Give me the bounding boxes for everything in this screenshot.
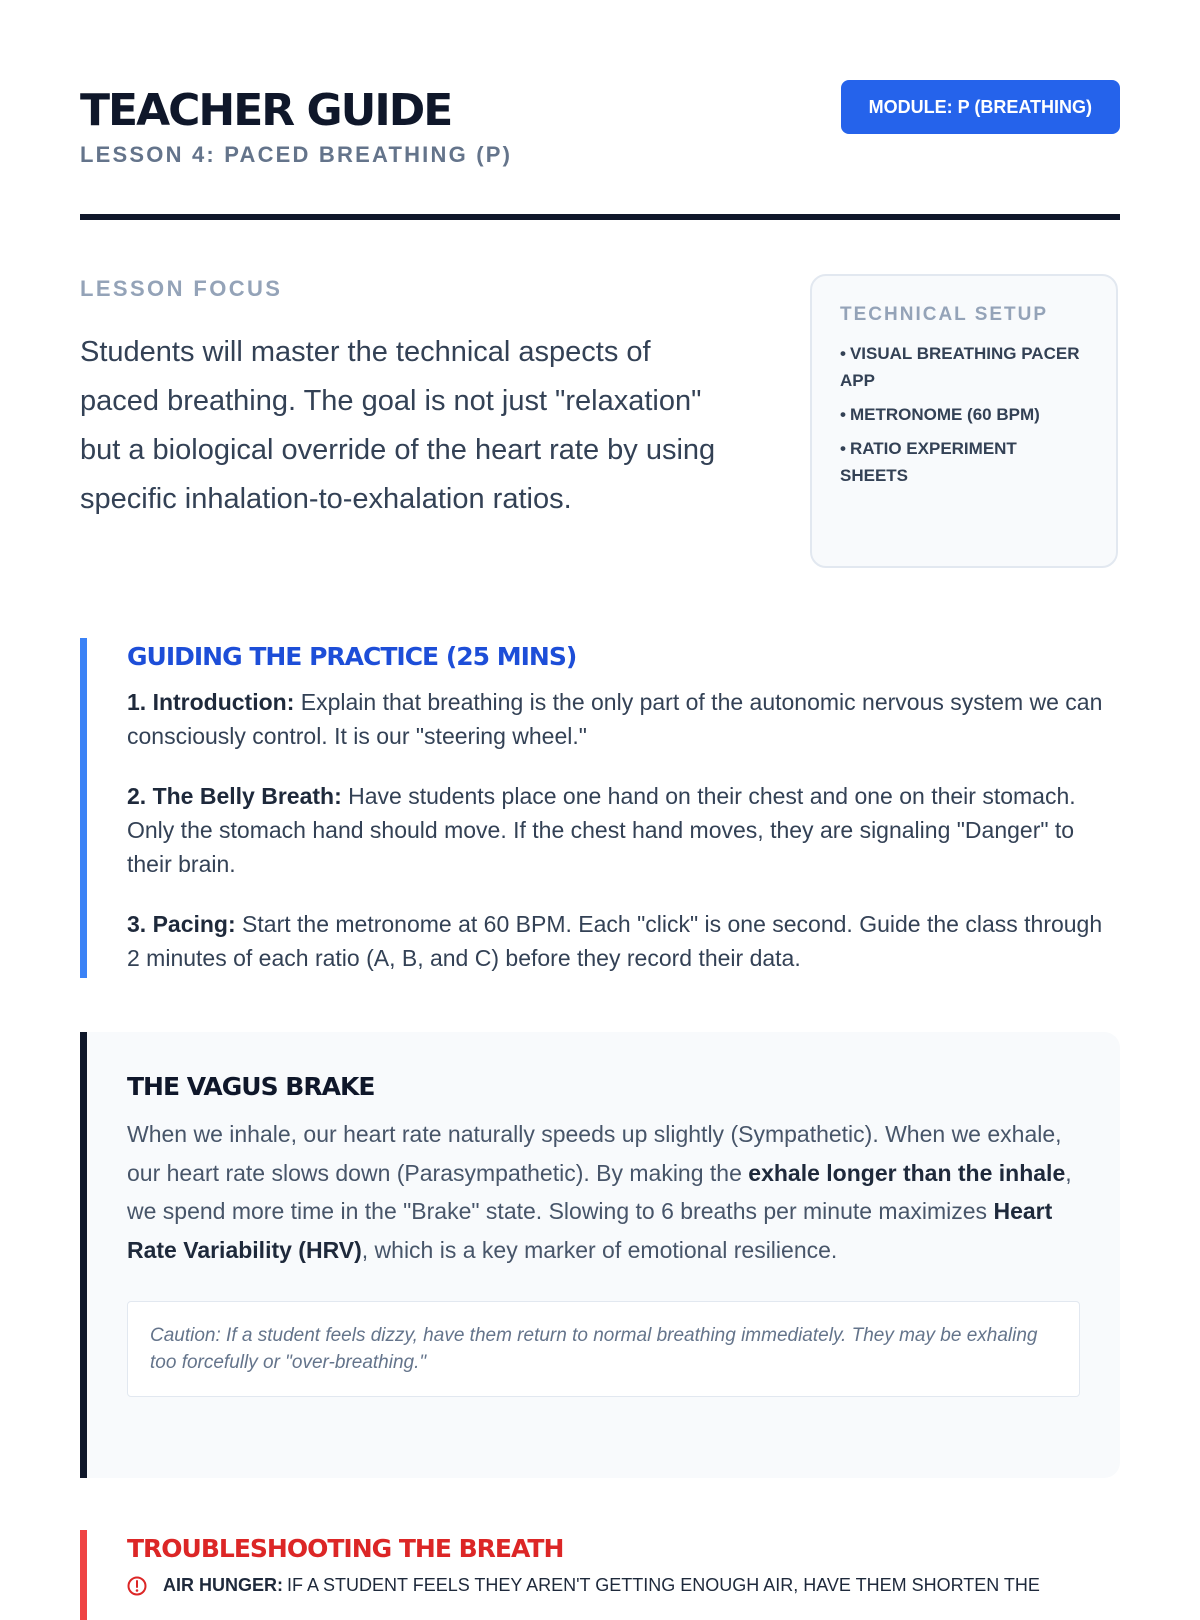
technical-setup-list bbox=[840, 340, 1088, 489]
list-item: • METRONOME (60 BPM) bbox=[840, 405, 1040, 424]
guiding-practice-title: GUIDING THE PRACTICE (25 MINS) bbox=[127, 642, 577, 671]
lesson-focus-text: Students will master the technical aspects of paced breathing. The goal is not just "relaxation" but a biological override of the heart rate by using specific inhalation-to-exhalation ratios. bbox=[80, 336, 716, 515]
troubleshooting-item-text: IF A STUDENT FEELS THEY AREN'T GETTING ENOUGH AIR, HAVE THEM SHORTEN THE bbox=[287, 1575, 1040, 1595]
list-item: • VISUAL BREATHING PACER APP bbox=[840, 344, 1080, 390]
troubleshooting-section bbox=[80, 1530, 1120, 1620]
page-title: TEACHER GUIDE bbox=[80, 85, 452, 136]
vagus-brake-text: When we inhale, our heart rate naturally speeds up slightly (Sympathetic). When we exhale, our heart rate slows down (Parasympathetic). By making the exhale longer than the inhale, we spend more time in the "Brake" state. Slowing to 6 breaths per minute maximizes Heart Rate Variability (HRV), which is a key marker of emotional resilience. bbox=[127, 1121, 1072, 1263]
troubleshooting-item-label: AIR HUNGER: bbox=[163, 1575, 283, 1595]
header bbox=[80, 80, 1120, 220]
step-text: Explain that breathing is the only part of the autonomic nervous system we can consciously control. It is our "steering wheel." bbox=[127, 689, 1103, 749]
step-label: 3. Pacing: bbox=[127, 911, 236, 937]
header-divider bbox=[80, 214, 1120, 220]
technical-setup-box bbox=[810, 274, 1118, 568]
guiding-practice-section bbox=[80, 638, 1120, 978]
troubleshooting-item bbox=[127, 1575, 1120, 1596]
caution-note: Caution: If a student feels dizzy, have them return to normal breathing immediately. They may be exhaling too forcefully or "over-breathing." bbox=[127, 1301, 1080, 1397]
practice-step bbox=[127, 907, 1120, 975]
step-text: Start the metronome at 60 BPM. Each "click" is one second. Guide the class through 2 minutes of each ratio (A, B, and C) before they record their data. bbox=[127, 911, 1103, 971]
technical-setup-title: TECHNICAL SETUP bbox=[840, 304, 1049, 325]
vagus-brake-title: THE VAGUS BRAKE bbox=[127, 1072, 375, 1101]
troubleshooting-title: TROUBLESHOOTING THE BREATH bbox=[127, 1534, 564, 1563]
list-item: • RATIO EXPERIMENT SHEETS bbox=[840, 439, 1017, 485]
lesson-subtitle: LESSON 4: PACED BREATHING (P) bbox=[80, 142, 513, 167]
alert-circle-icon bbox=[127, 1576, 147, 1596]
practice-step bbox=[127, 779, 1120, 881]
module-badge: MODULE: P (BREATHING) bbox=[841, 80, 1120, 134]
step-label: 1. Introduction: bbox=[127, 689, 295, 715]
lesson-focus-label: LESSON FOCUS bbox=[80, 276, 283, 301]
step-text: Have students place one hand on their chest and one on their stomach. Only the stomach hand should move. If the chest hand moves, they are signaling "Danger" to their brain. bbox=[127, 783, 1076, 877]
step-label: 2. The Belly Breath: bbox=[127, 783, 342, 809]
practice-step bbox=[127, 685, 1120, 753]
vagus-brake-section bbox=[80, 1032, 1120, 1478]
